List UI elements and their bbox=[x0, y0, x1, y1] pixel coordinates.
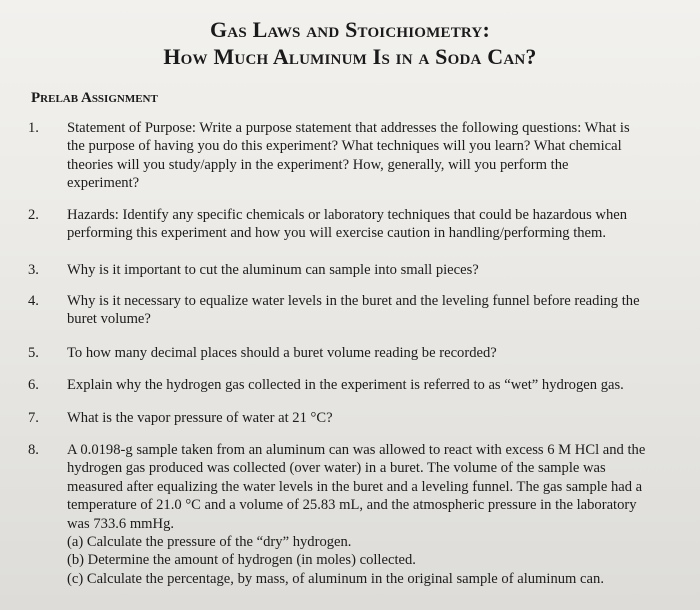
title-line-1: Gas Laws and Stoichiometry: bbox=[210, 17, 490, 42]
question-item-3 bbox=[28, 261, 688, 279]
question-text: A 0.0198-g sample taken from an aluminum can was allowed to react with excess 6 M HCl and the hydrogen gas produced was collected (over water) in a buret. The volume of the sample was measured after equalizing the water levels in the buret and a leveling funnel. The gas sample had a temperature of 21.0 °C and a volume of 25.83 mL, and the atmospheric pressure in the laboratory was 733.6 mmHg. (a) Calculate the pressure of the “dry” hydrogen. (b) Determine the amount of hydrogen (in moles) collected. (c) Calculate the percentage, by mass, of aluminum in the original sample of aluminum can. bbox=[67, 442, 646, 587]
question-item-4 bbox=[28, 292, 688, 329]
question-text: Why is it important to cut the aluminum can sample into small pieces? bbox=[67, 262, 479, 278]
question-number: 1. bbox=[28, 120, 39, 136]
question-text: What is the vapor pressure of water at 21 °C? bbox=[67, 410, 333, 426]
title-line-2: How Much Aluminum Is in a Soda Can? bbox=[163, 44, 537, 69]
question-number: 2. bbox=[28, 207, 39, 223]
question-item-5 bbox=[28, 344, 688, 362]
question-item-6 bbox=[28, 376, 688, 394]
question-text: Hazards: Identify any specific chemicals or laboratory techniques that could be hazardous when performing this experiment and how you will exercise caution in handling/performing them. bbox=[67, 207, 628, 242]
question-text: To how many decimal places should a buret volume reading be recorded? bbox=[67, 345, 497, 361]
question-number: 7. bbox=[28, 410, 39, 426]
question-text: Statement of Purpose: Write a purpose statement that addresses the following questions: What is the purpose of having you do this experiment? What techniques will you learn? What chemical theories will you study/apply in the experiment? How, generally, will you perform the experiment? bbox=[67, 120, 630, 192]
question-item-7 bbox=[28, 409, 688, 427]
question-item-1 bbox=[28, 119, 688, 193]
question-number: 4. bbox=[28, 293, 39, 309]
question-number: 3. bbox=[28, 262, 39, 278]
question-number: 6. bbox=[28, 377, 39, 393]
question-number: 5. bbox=[28, 345, 39, 361]
question-number: 8. bbox=[28, 442, 39, 458]
question-text: Explain why the hydrogen gas collected in the experiment is referred to as “wet” hydrogen gas. bbox=[67, 377, 624, 393]
question-item-2 bbox=[28, 206, 688, 243]
question-item-8 bbox=[28, 441, 688, 588]
question-text: Why is it necessary to equalize water levels in the buret and the leveling funnel before reading the buret volume? bbox=[67, 293, 640, 328]
section-heading: Prelab Assignment bbox=[31, 90, 158, 106]
